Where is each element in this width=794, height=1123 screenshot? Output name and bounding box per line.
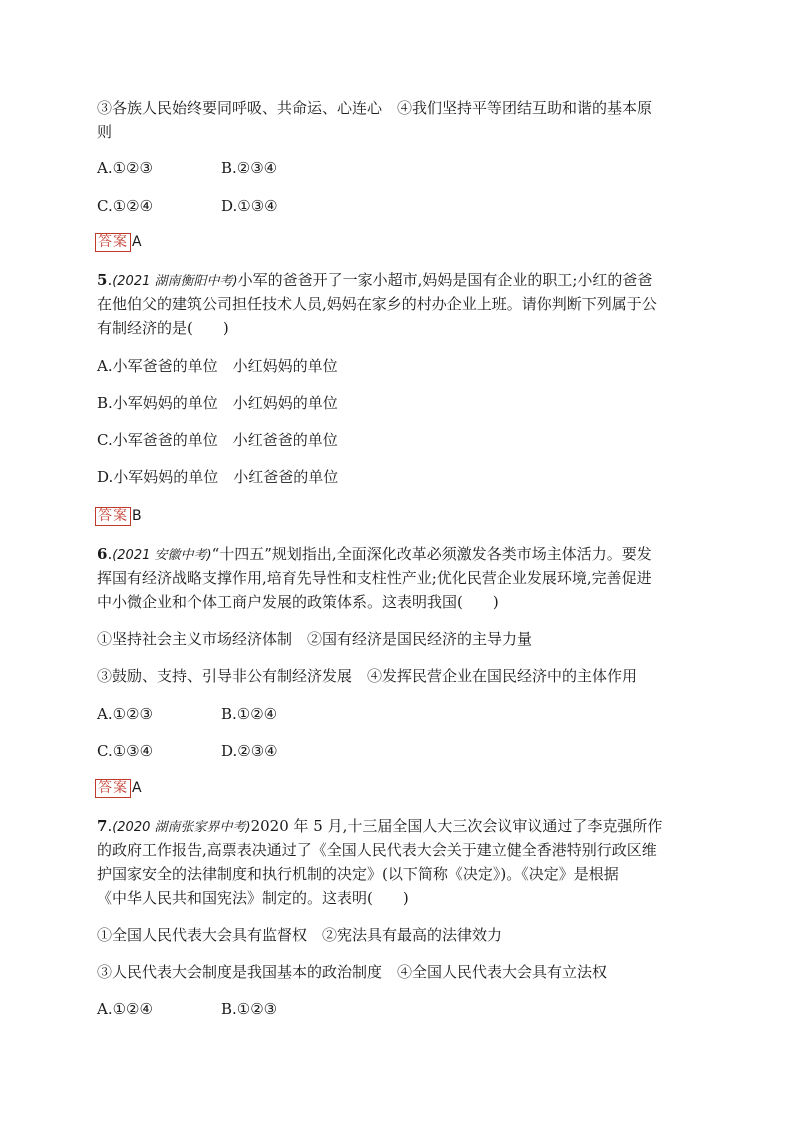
option-b: B.小军妈妈的单位 小红妈妈的单位 — [97, 394, 338, 412]
option-c: C.①③④ — [97, 742, 154, 760]
question-source: (2021 湖南衡阳中考) — [112, 274, 238, 289]
option-c: C.小军爸爸的单位 小红爸爸的单位 — [97, 431, 338, 449]
question-number: 5 — [97, 271, 108, 289]
answer-label: 答案 — [95, 233, 131, 252]
answer-value: A — [132, 234, 142, 250]
answer-row — [95, 779, 142, 798]
option-d: D.②③④ — [221, 742, 278, 760]
question-7-line: 护国家安全的法律制度和执行机制的决定》(以下简称《决定》)。《决定》是根据 — [97, 865, 619, 883]
answer-label: 答案 — [95, 779, 131, 798]
answer-value: A — [132, 780, 142, 796]
option-d: D.小军妈妈的单位 小红爸爸的单位 — [97, 468, 339, 486]
question-5-line: 有制经济的是( ) — [97, 319, 229, 337]
prev-question-line: 则 — [97, 123, 113, 141]
statement-line: ③人民代表大会制度是我国基本的政治制度 ④全国人民代表大会具有立法权 — [97, 963, 608, 981]
question-number: 7 — [97, 817, 108, 835]
answer-row — [95, 233, 142, 252]
option-b: B.①②④ — [221, 705, 278, 723]
question-6-stem: 6.(2021 安徽中考)“十四五”规划指出,全面深化改革必须激发各类市场主体活力。要发 — [97, 545, 652, 563]
option-c: C.①②④ — [97, 197, 154, 215]
statement-line: ①坚持社会主义市场经济体制 ②国有经济是国民经济的主导力量 — [97, 630, 533, 648]
option-a: A.①②④ — [97, 1000, 153, 1018]
statement-line: ③鼓励、支持、引导非公有制经济发展 ④发挥民营企业在国民经济中的主体作用 — [97, 667, 638, 685]
option-a: A.小军爸爸的单位 小红妈妈的单位 — [97, 357, 338, 375]
question-7-stem: 7.(2020 湖南张家界中考)2020 年 5 月,十三届全国人大三次会议审议通过了李克强所作 — [97, 817, 663, 835]
question-7-line: 的政府工作报告,高票表决通过了《全国人民代表大会关于建立健全香港特别行政区维 — [97, 841, 657, 859]
option-b: B.①②③ — [221, 1000, 278, 1018]
question-number: 6 — [97, 545, 108, 563]
option-a: A.①②③ — [97, 705, 153, 723]
question-source: (2021 安徽中考) — [112, 548, 212, 563]
question-5-line: 在他伯父的建筑公司担任技术人员,妈妈在家乡的村办企业上班。请你判断下列属于公 — [97, 295, 657, 313]
question-6-line: 中小微企业和个体工商户发展的政策体系。这表明我国( ) — [97, 593, 499, 611]
question-7-line: 《中华人民共和国宪法》制定的。这表明( ) — [97, 889, 409, 907]
question-source: (2020 湖南张家界中考) — [112, 820, 251, 835]
question-6-line: 挥国有经济战略支撑作用,培育先导性和支柱性产业;优化民营企业发展环境,完善促进 — [97, 569, 652, 587]
statement-line: ①全国人民代表大会具有监督权 ②宪法具有最高的法律效力 — [97, 926, 503, 944]
answer-value: B — [132, 508, 142, 524]
answer-row — [95, 507, 142, 526]
answer-label: 答案 — [95, 507, 131, 526]
question-5-stem: 5.(2021 湖南衡阳中考)小军的爸爸开了一家小超市,妈妈是国有企业的职工;小红的爸爸 — [97, 271, 653, 289]
option-b: B.②③④ — [221, 159, 278, 177]
prev-question-line: ③各族人民始终要同呼吸、共命运、心连心 ④我们坚持平等团结互助和谐的基本原 — [97, 99, 653, 117]
option-a: A.①②③ — [97, 159, 153, 177]
option-d: D.①③④ — [221, 197, 278, 215]
